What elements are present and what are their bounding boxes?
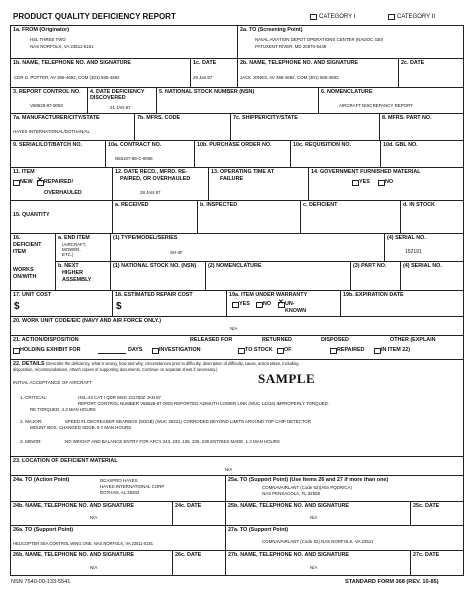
field-13-label-line2: FAILURE [220, 176, 244, 182]
field-20-value[interactable]: N/A [230, 326, 238, 331]
field-10a-label: 10a. CONTRACT NO. [108, 142, 162, 148]
field-15a-label: a. RECEIVED [115, 202, 149, 208]
field-22-label: 22. DETAILS [13, 361, 45, 367]
end-item-sub3: ETC.) [62, 252, 74, 257]
field-15c-label: c. DEFICIENT [303, 202, 338, 208]
divider [87, 87, 88, 113]
field-26b-value[interactable]: N/A [90, 565, 98, 570]
item-new-checkbox[interactable] [13, 180, 20, 186]
field-1b-value[interactable]: CDR D. POTTER, AV 358-4692, COM (301) 555-4692 [14, 75, 120, 80]
days-label: DAYS [128, 347, 143, 353]
divider [194, 140, 195, 167]
field-25b-value[interactable]: N/A [310, 515, 318, 520]
details-critical-line3[interactable]: RE TORQUED. 4.3 MAN HOURS [30, 407, 96, 412]
end-item-sub2: MOWER, [62, 247, 81, 252]
field-16-label: 16. [13, 235, 21, 241]
other-checkbox[interactable] [374, 348, 381, 354]
details-critical-line1[interactable]: HSL-34 CAT I QDR MSG 211750Z JAN 87 [78, 395, 161, 400]
check-mark-icon: ✕ [37, 177, 43, 184]
divider [112, 290, 113, 316]
repaired-label: REPAIRED [337, 347, 365, 353]
frame-bottom [10, 575, 464, 576]
end-item-label: a. END ITEM [58, 235, 90, 241]
frame-left [10, 25, 11, 576]
field-23-value[interactable]: N/A [225, 467, 233, 472]
disposed-of-checkbox[interactable] [277, 348, 284, 354]
field-24c-label: 24c. DATE [175, 503, 202, 509]
divider [10, 501, 464, 502]
divider [208, 167, 209, 200]
divider [10, 58, 464, 59]
divider [55, 261, 464, 262]
divider [308, 167, 309, 200]
divider [10, 233, 464, 234]
field-22-instructions-1: (Describe the deficiency, what is wrong, how and why, circumstances prior to difficulty, description of difficulty, cause, action taken, including [46, 361, 299, 366]
divider [237, 25, 238, 87]
field-10c-label: 10c. REQUISITION NO. [293, 142, 352, 148]
divider [290, 140, 291, 167]
divider [10, 113, 464, 114]
divider [156, 87, 157, 113]
end-item-sub1: (AIRCRAFT, [62, 242, 87, 247]
field-26a-label: 26a. TO (Support Point) [13, 527, 74, 533]
returned-label: RETURNED [262, 337, 292, 343]
warranty-yes-label: YES [239, 301, 250, 307]
divider [10, 550, 464, 551]
divider [10, 140, 464, 141]
field-16-label-item: ITEM [13, 249, 26, 255]
holding-exhibit-label: HOLDING EXHIBIT FOR [20, 347, 81, 353]
footer-nsn: NSN 7540-00-133-5541 [11, 579, 71, 585]
divider [318, 87, 319, 113]
field-8-label: 8. MFRS. PART NO. [382, 115, 432, 121]
investigation-label: INVESTIGATION [159, 347, 201, 353]
field-4-label: 4. DATE DEFICIENCY DISCOVERED [90, 89, 145, 101]
footer-form-number: STANDARD FORM 368 (REV. 10-85) [345, 579, 439, 585]
field-15b-label: b. INSPECTED [200, 202, 238, 208]
part-no-label: (3) PART NO. [353, 263, 387, 269]
field-2a-label: 2a. TO (Screening Point) [240, 27, 303, 33]
divider [10, 200, 464, 201]
field-2c-label: 2c. DATE [401, 60, 425, 66]
field-5-label: 5. NATIONAL STOCK NUMBER (NSN) [159, 89, 255, 95]
category-2-label: CATEGORY II [397, 14, 436, 20]
divider [197, 200, 198, 233]
divider [230, 113, 231, 140]
divider [10, 290, 464, 291]
divider [190, 58, 191, 87]
field-6-value[interactable]: AIRCRAFT DISCREPANCY REPORT [339, 103, 413, 108]
field-26c-label: 26c. DATE [175, 552, 202, 558]
field-24b-label: 24b. NAME, TELEPHONE NO. AND SIGNATURE [13, 503, 134, 509]
field-4-value[interactable]: 21 JAN 87 [110, 105, 131, 110]
sample-watermark: SAMPLE [258, 371, 316, 386]
field-19a-label: 19a. ITEM UNDER WARRANTY [229, 292, 308, 298]
released-for-label: RELEASED FOR [190, 337, 233, 343]
field-24a-value-line2[interactable]: HAYES INTERNATIONAL CORP [100, 484, 165, 489]
field-16-label-onwith: ON/WITH [13, 274, 37, 280]
details-major-line1[interactable]: SPEED #1 DECREASER GEARBOX (SDGB) (WUC 29221) CORRODED BEYOND LIMITS AROUND TOP CHIP DETECTOR [65, 419, 312, 424]
divider [10, 475, 464, 476]
warranty-no-label: NO [263, 301, 272, 307]
field-1a-value-line2[interactable]: NAS NORFOLK, VA 23511-5181 [30, 44, 94, 49]
unit-cost-dollar: $ [14, 301, 20, 312]
field-1c-label: 1c. DATE [193, 60, 217, 66]
warranty-unknown-label: UN- [285, 301, 295, 307]
divider [10, 456, 464, 457]
divider [384, 233, 385, 261]
repaired-checkbox[interactable] [330, 348, 337, 354]
field-22-instructions-2: disposition, recommendations. Attach copies of supporting documents. Continue on separate sheet if necessary.) [13, 367, 218, 372]
type-model-label: (1) TYPE/MODEL/SERIES [113, 235, 178, 241]
divider [380, 140, 381, 167]
field-16-label-works: WORKS [13, 267, 34, 273]
field-24b-value[interactable]: N/A [90, 515, 98, 520]
divider [410, 501, 411, 525]
item-overhauled-label: OVERHAULED [44, 190, 82, 196]
field-15d-label: d. IN STOCK [403, 202, 435, 208]
divider [105, 140, 106, 167]
divider [350, 261, 351, 290]
divider [10, 335, 464, 336]
to-stock-label: TO STOCK [245, 347, 273, 353]
holding-exhibit-checkbox[interactable] [13, 348, 20, 354]
field-24a-value-line3[interactable]: DOTHAN, AL 36302 [100, 490, 140, 495]
investigation-checkbox[interactable] [152, 348, 159, 354]
divider [172, 501, 173, 525]
serial-no-value[interactable]: 152191 [405, 249, 422, 255]
field-15-label: 15. QUANTITY [13, 212, 50, 218]
gfm-no-label: NO [385, 179, 394, 185]
field-27c-label: 27c. DATE [413, 552, 440, 558]
field-12-label-line2: PAIRED, OR OVERHAULED [120, 176, 191, 182]
divider [410, 550, 411, 575]
field-1b-label: 1b. NAME, TELEPHONE NO. AND SIGNATURE [13, 60, 132, 66]
divider [10, 87, 464, 88]
field-12-value[interactable]: 28 JAN 87 [140, 190, 161, 195]
field-27a-label: 27a. TO (Support Point) [228, 527, 289, 533]
divider [300, 200, 301, 233]
divider [340, 290, 341, 316]
field-2b-value[interactable]: JACK JONES, AV 358-4692, COM (301) 555-4692 [240, 75, 339, 80]
divider [10, 316, 464, 317]
field-16-label-deficient: DEFICIENT [13, 242, 42, 248]
field-25c-label: 25c. DATE [413, 503, 440, 509]
field-23-label: 23. LOCATION OF DEFICIENT MATERIAL [13, 458, 118, 464]
field-19b-label: 19b. EXPIRATION DATE [343, 292, 404, 298]
field-27b-value[interactable]: N/A [310, 565, 318, 570]
field-18-label: 18. ESTIMATED REPAIR COST [115, 292, 193, 298]
next-higher-label: b. NEXT [58, 263, 79, 269]
field-6-label: 6. NOMENCLATURE [321, 89, 373, 95]
of-label: OF [284, 347, 292, 353]
field-9-label: 9. SERIAL/LOT/BATCH NO. [13, 142, 83, 148]
divider [112, 200, 113, 233]
field-25a-value-line2[interactable]: NAS PENSACOLA, FL 32508 [262, 491, 320, 496]
repair-cost-dollar: $ [116, 301, 122, 312]
divider [10, 359, 464, 360]
field-11-label: 11. ITEM [13, 169, 35, 175]
field-26a-value[interactable]: HELICOPTER SEA CONTROL WING ONE, NAS NORFOLK, VA 23511-5181 [13, 541, 154, 546]
divider [400, 200, 401, 233]
field-2a-value-line1[interactable]: NAVAL AVIATION DEPOT OPERATIONS CENTER (NADOC 430) [255, 37, 384, 42]
field-1c-value[interactable]: 29 Jan 87 [193, 75, 213, 80]
divider [134, 113, 135, 140]
details-initial-acceptance[interactable]: INITIAL ACCEPTANCE OF AIRCRAFT [13, 380, 93, 385]
frame-right [463, 25, 464, 576]
warranty-known-label: KNOWN [285, 308, 306, 314]
item-new-label: NEW [20, 179, 33, 185]
field-10d-label: 10d. GBL NO. [383, 142, 418, 148]
type-model-value[interactable]: SH-3F [170, 250, 183, 255]
gfm-no-checkbox[interactable] [378, 180, 385, 186]
in-item-22-label: IN ITEM 22) [381, 347, 411, 353]
field-10b-label: 10b. PURCHASE ORDER NO. [197, 142, 272, 148]
item-repaired-label: REPAIRED/ [44, 179, 73, 185]
other-explain-label: OTHER (EXPLAIN [390, 337, 436, 343]
field-25a-value-line1[interactable]: COMNAVAIRLANT (Code 52)(Attn PQDR/CA) [262, 485, 352, 490]
details-major-label: 2. MAJOR: [20, 419, 43, 424]
details-critical-label: 1. CRITICAL: [20, 395, 48, 400]
divider [400, 261, 401, 290]
warranty-yes-checkbox[interactable] [232, 302, 239, 308]
field-7c-label: 7c. SHIPPER/CITY/STATE [233, 115, 298, 121]
disposed-label: DISPOSED [321, 337, 349, 343]
field-1a-value-line1[interactable]: HSL THREE TWO [30, 37, 66, 42]
days-blank-line[interactable] [98, 353, 126, 354]
divider [112, 167, 113, 200]
divider [226, 290, 227, 316]
field-7a-label: 7a. MANUFACTURER/CITY/STATE [13, 115, 100, 121]
field-13-label-line1: 13. OPERATING TIME AT [211, 169, 275, 175]
form-title: PRODUCT QUALITY DEFICIENCY REPORT [13, 12, 176, 21]
serial-no-label: (4) SERIAL NO. [387, 235, 426, 241]
nsn-label: (1) NATIONAL STOCK NO. (NSN) [113, 263, 197, 269]
field-17-label: 17. UNIT COST [13, 292, 52, 298]
category-1-label: CATEGORY I [319, 14, 356, 20]
field-21-label: 21. ACTION/DISPOSITION [13, 337, 79, 343]
field-10a-value[interactable]: N66107-86-C-0008 [115, 156, 153, 161]
field-1a-label: 1a. FROM (Originator) [13, 27, 70, 33]
check-mark-icon: ✕ [278, 299, 284, 306]
divider [10, 525, 464, 526]
field-14-label: 14. GOVERNMENT FURNISHED MATERIAL [311, 169, 421, 175]
field-25b-label: 25b. NAME, TELEPHONE NO. AND SIGNATURE [228, 503, 349, 509]
field-27b-label: 27b. NAME, TELEPHONE NO. AND SIGNATURE [228, 552, 349, 558]
nomenclature-label: (2) NOMENCLATURE [208, 263, 262, 269]
category-1-checkbox[interactable] [310, 14, 317, 20]
details-major-line2[interactable]: MOUNT BOX. CHANGED SDGB. 9.7 MAN HOURS [30, 425, 132, 430]
divider [10, 167, 464, 168]
next-higher-sub2: ASSEMBLY [62, 277, 92, 283]
gfm-yes-label: YES [359, 179, 370, 185]
divider [398, 58, 399, 87]
details-minor-label: 3. MINOR: [20, 439, 42, 444]
field-26b-label: 26b. NAME, TELEPHONE NO. AND SIGNATURE [13, 552, 134, 558]
field-7b-label: 7b. MFRS. CODE [137, 115, 181, 121]
category-2-checkbox[interactable] [388, 14, 395, 20]
details-minor-line1[interactable]: NO WEIGHT AND BALANCE ENTRY FOR AFC's 243, 233, 136, 236, 239 ENTRIES MADE. 1.2 MAN HOURS [65, 439, 280, 444]
divider [172, 550, 173, 575]
field-3-label: 3. REPORT CONTROL NO. [13, 89, 81, 95]
to-stock-checkbox[interactable] [238, 348, 245, 354]
details-critical-line2[interactable]: REPORT CONTROL NUMBER V68628-87-0003 REPORTED AZIMUTH LOWER LINK (WUC 14316) IMPROPERLY TORQUED. [78, 401, 330, 406]
field-7a-value[interactable]: HAYES INTERNATIONAL/DOTHAN/AL [13, 129, 90, 134]
warranty-no-checkbox[interactable] [256, 302, 263, 308]
serial-no-2-label: (4) SERIAL NO. [403, 263, 442, 269]
field-27a-value[interactable]: COMNAVAIRLANT (Code 52) NAS NORFOLK, VA 23511 [262, 539, 374, 544]
field-24a-label: 24a. TO (Action Point) [13, 477, 70, 483]
gfm-yes-checkbox[interactable] [352, 180, 359, 186]
field-25a-label: 25a. TO (Support Point) (Use Items 26 and 27 if more than one) [228, 477, 389, 483]
field-12-label-line1: 12. DATE RECD., MFRD. RE- [115, 169, 188, 175]
field-2a-value-line2[interactable]: PATUXENT RIVER, MD 20670-5449 [255, 44, 327, 49]
divider [379, 113, 380, 140]
field-3-value[interactable]: V68628-87-0003 [30, 103, 63, 108]
next-higher-sub1: HIGHER [62, 270, 83, 276]
field-24a-value-line1[interactable]: DCASPRO HAYES [100, 478, 138, 483]
field-2b-label: 2b. NAME, TELEPHONE NO. AND SIGNATURE [240, 60, 359, 66]
field-20-label: 20. WORK UNIT CODE/EIC (NAVY AND AIR FORCE ONLY.) [13, 318, 162, 324]
divider [205, 261, 206, 290]
